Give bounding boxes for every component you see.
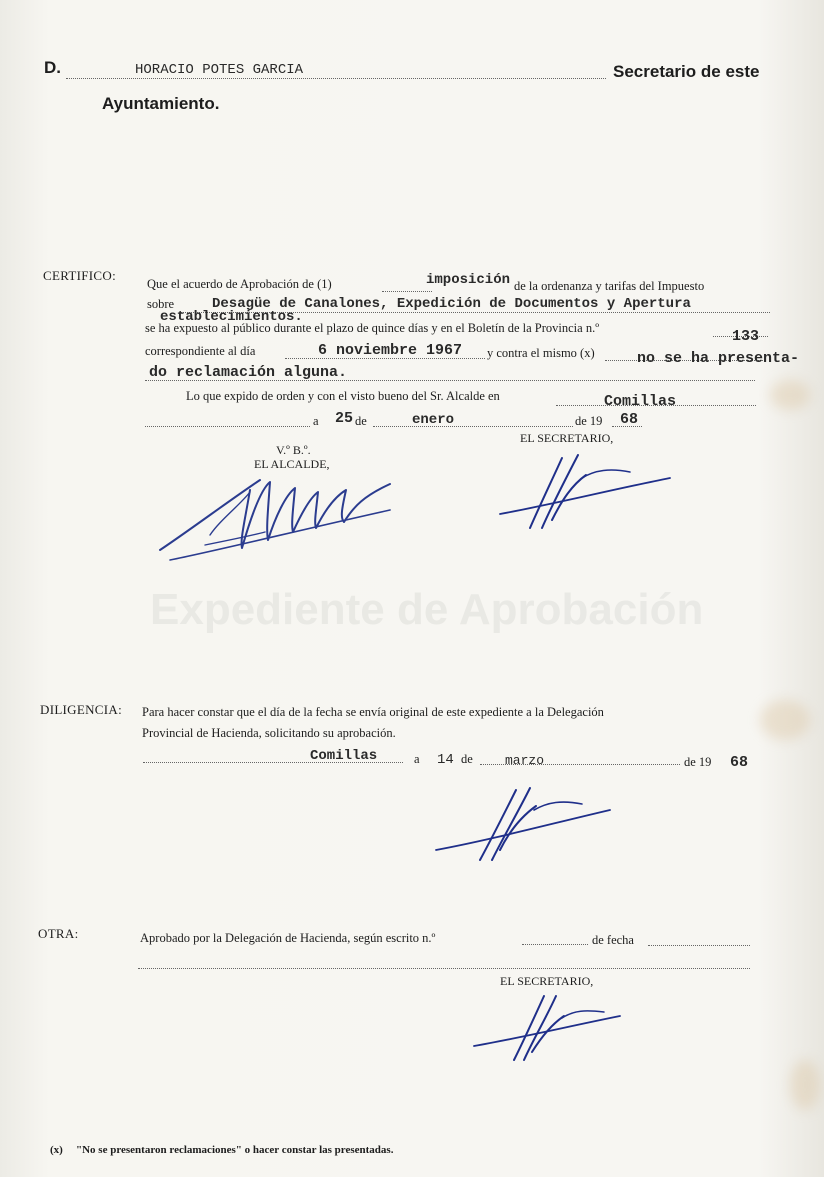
typed-boletin-num: 133 xyxy=(732,328,760,345)
typed-fecha-boletin: 6 noviembre 1967 xyxy=(318,342,463,359)
diligencia-text: Para hacer constar que el día de la fecha se envía original de este expediente a la Delegación xyxy=(142,705,604,719)
diligencia-text: a xyxy=(414,752,420,766)
certifico-text: se ha expuesto al público durante el plazo de quince días y en el Boletín de la Provincia n.º xyxy=(145,321,600,335)
secretario-label: EL SECRETARIO, xyxy=(520,431,614,445)
alcalde-signature xyxy=(150,460,410,570)
typed-anio: 68 xyxy=(730,754,749,771)
fill-line xyxy=(522,944,588,945)
secretario-label: EL SECRETARIO, xyxy=(500,974,594,988)
certifico-text: de xyxy=(355,414,367,428)
bleed-through-text: Expediente de Aprobación xyxy=(150,585,704,634)
header-title: Secretario de este xyxy=(613,62,760,81)
certifico-text: de 19 xyxy=(575,414,603,428)
typed-mes: marzo xyxy=(505,753,545,768)
otra-text: Aprobado por la Delegación de Hacienda, según escrito n.º xyxy=(140,931,436,945)
certifico-text: Que el acuerdo de Aprobación de (1) xyxy=(147,277,332,291)
typed-anio: 68 xyxy=(620,411,639,428)
fill-line xyxy=(648,945,750,946)
footnote-text: "No se presentaron reclamaciones" o hacer constar las presentadas. xyxy=(76,1144,394,1156)
header-prefix: D. xyxy=(44,58,61,77)
otra-label: OTRA: xyxy=(38,926,79,941)
alcalde-label: EL ALCALDE, xyxy=(254,457,330,471)
fill-line xyxy=(373,426,573,427)
secretario-signature xyxy=(430,780,620,870)
diligencia-text: de 19 xyxy=(684,755,712,769)
certifico-text: y contra el mismo (x) xyxy=(487,346,595,360)
footnote-mark: (x) xyxy=(50,1144,63,1156)
typed-reclamaciones: no se ha presenta- xyxy=(637,350,800,367)
paper-stain xyxy=(790,1060,820,1110)
certifico-text: Lo que expido de orden y con el visto bueno del Sr. Alcalde en xyxy=(186,389,500,403)
typed-mes: enero xyxy=(412,412,455,428)
certifico-label: CERTIFICO: xyxy=(43,268,117,283)
typed-imposicion: imposición xyxy=(426,272,511,288)
typed-dia: 25 xyxy=(335,410,354,427)
diligencia-label: DILIGENCIA: xyxy=(40,702,123,717)
certifico-text: a xyxy=(313,414,319,428)
fill-line xyxy=(138,968,750,969)
diligencia-text: de xyxy=(461,752,473,766)
typed-reclamaciones-cont: do reclamación alguna. xyxy=(149,364,348,381)
secretario-signature xyxy=(470,990,630,1065)
otra-text: de fecha xyxy=(592,933,634,947)
fill-line xyxy=(382,291,432,292)
fill-line xyxy=(612,426,642,427)
paper-stain xyxy=(760,700,810,740)
certifico-text: correspondiente al día xyxy=(145,344,256,358)
typed-impuesto-cont: establecimientos. xyxy=(160,309,303,325)
typed-dia: 14 xyxy=(437,752,454,768)
secretary-name: HORACIO POTES GARCIA xyxy=(135,62,304,78)
fill-line xyxy=(145,426,310,427)
name-line xyxy=(66,78,606,79)
typed-lugar: Comillas xyxy=(310,748,378,764)
header-title-continued: Ayuntamiento. xyxy=(102,94,220,113)
secretario-signature xyxy=(490,450,680,535)
diligencia-text: Provincial de Hacienda, solicitando su aprobación. xyxy=(142,726,396,740)
visto-bueno-label: V.º B.º. xyxy=(276,443,311,457)
certifico-text: de la ordenanza y tarifas del Impuesto xyxy=(514,279,705,293)
paper-stain xyxy=(770,380,810,410)
typed-impuesto: Desagüe de Canalones, Expedición de Documentos y Apertura xyxy=(212,296,691,312)
certifico-text: sobre xyxy=(147,297,175,311)
fill-line xyxy=(145,380,755,381)
typed-lugar: Comillas xyxy=(604,393,677,410)
